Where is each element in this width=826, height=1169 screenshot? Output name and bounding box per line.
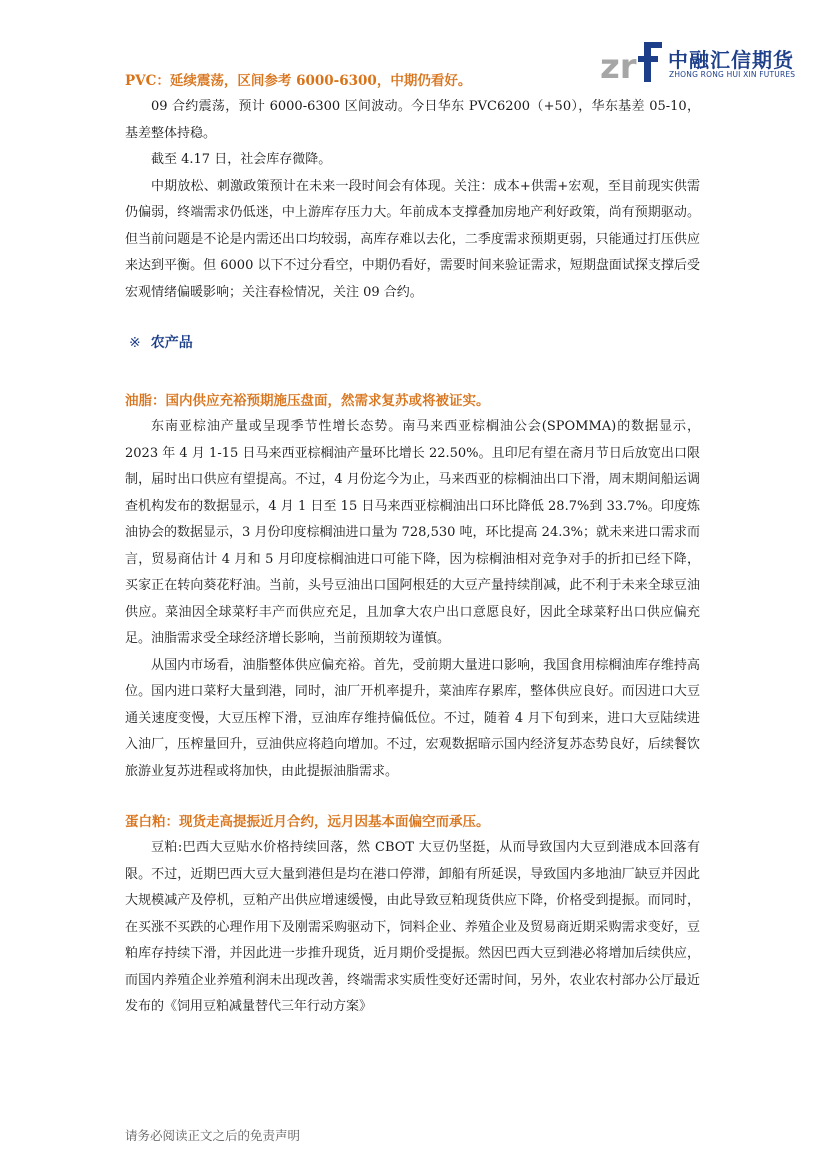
logo-chinese-name: 中融汇信期货 (668, 48, 794, 72)
pvc-heading: PVC：延续震荡，区间参考 6000-6300，中期仍看好。 (125, 73, 472, 89)
pvc-paragraph: 截至 4.17 日，社会库存微降。 (151, 152, 332, 167)
svg-text:zr: zr (600, 47, 637, 84)
pvc-paragraph: 中期放松、刺激政策预计在未来一段时间会有体现。关注：成本+供需+宏观，至目前现实供需仍偏弱，终端需求仍低迷，中上游库存压力大。年前成本支撑叠加房地产利好政策，尚有预期驱动。但当前问题是不论是内需还出口均较弱，高库存难以去化，二季度需求预期更弱，只能通过打压供应来达到平衡。但 6000 以下不过分看空，中期仍看好，需要时间来验证需求，短期盘面试探支撑后受宏观情绪偏暖影响；关注春检情况，关注 09 合约。 (125, 178, 700, 300)
oils-paragraph: 从国内市场看，油脂整体供应偏充裕。首先，受前期大量进口影响，我国食用棕榈油库存维持高位。国内进口菜籽大量到港，同时，油厂开机率提升，菜油库存累库，整体供应良好。而因进口大豆通关速度变慢，大豆压榨下滑，豆油库存维持偏低位。不过，随着 4 月下旬到来，进口大豆陆续进入油厂，压榨量回升，豆油供应将趋向增加。不过，宏观数据暗示国内经济复苏态势良好，后续餐饮旅游业复苏进程或将加快，由此提振油脂需求。 (125, 657, 700, 779)
logo-english-name: ZHONG RONG HUI XIN FUTURES (669, 70, 796, 79)
disclaimer-footer: 请务必阅读正文之后的免责声明 (125, 1128, 301, 1143)
report-body (125, 68, 700, 1021)
oils-paragraph: 东南亚棕油产量或呈现季节性增长态势。南马来西亚棕榈油公会(SPOMMA)的数据显示，2023 年 4 月 1-15 日马来西亚棕榈油产量环比增长 22.50%。且印尼有望在斋月节日后放宽出口限制，届时出口供应有望提高。不过，4 月份迄今为止，马来西亚的棕榈油出口下滑，周末期间船运调查机构发布的数据显示，4 月 1 日至 15 日马来西亚棕榈油出口环比降低 28.7%到 33.7%。印度炼油协会的数据显示，3 月份印度棕榈油进口量为 728,530 吨，环比提高 24.3%；就未来进口需求而言，贸易商估计 4 月和 5 月印度棕榈油进口可能下降，因为棕榈油相对竞争对手的折扣已经下降，买家正在转向葵花籽油。当前，头号豆油出口国阿根廷的大豆产量持续削减，此不利于未来全球豆油供应。菜油因全球菜籽丰产而供应充足，且加拿大农户出口意愿良好，因此全球菜籽出口供应偏充足。油脂需求受全球经济增长影响，当前预期较为谨慎。 (125, 419, 700, 646)
meal-paragraph: 豆粕:巴西大豆贴水价格持续回落，然 CBOT 大豆仍坚挺，从而导致国内大豆到港成本回落有限。不过，近期巴西大豆大量到港但是均在港口停滞，卸船有所延误，导致国内多地油厂缺豆并因此大规模减产及停机，豆粕产出供应增速缓慢，由此导致豆粕现货供应下降，价格受到提振。而同时，在买涨不买跌的心理作用下及刚需采购驱动下，饲料企业、养殖企业及贸易商近期采购需求变好，豆粕库存持续下滑，并因此进一步推升现货，近月期价受提振。然因巴西大豆到港必将增加后续供应，而国内养殖企业养殖利润未出现改善，终端需求实质性变好还需时间，另外，农业农村部办公厅最近发布的《饲用豆粕减量替代三年行动方案》 (125, 840, 700, 1014)
pvc-paragraph: 09 合约震荡，预计 6000-6300 区间波动。今日华东 PVC6200（+50），华东基差 05-10，基差整体持稳。 (125, 99, 700, 141)
oils-heading: 油脂：国内供应充裕预期施压盘面，然需求复苏或将被证实。 (125, 393, 490, 409)
meal-heading: 蛋白粕：现货走高提振近月合约，远月因基本面偏空而承压。 (125, 814, 490, 830)
reference-mark-icon: ※ (129, 335, 141, 351)
section-title-agriculture (125, 330, 700, 356)
section-title-text: 农产品 (150, 335, 193, 351)
